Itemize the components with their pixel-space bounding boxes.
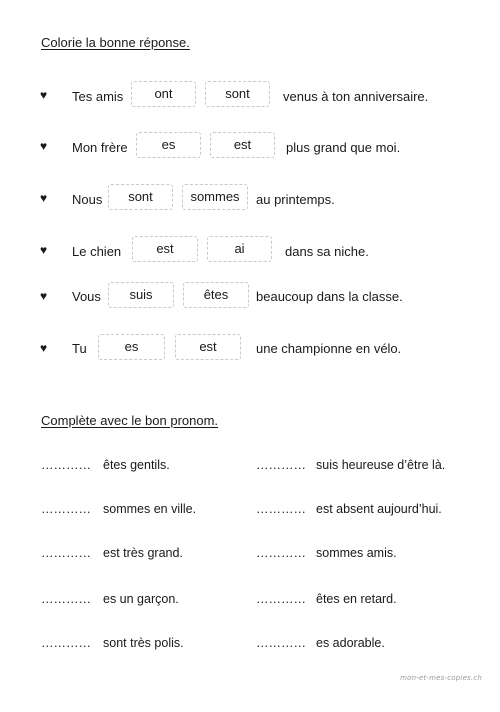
choice-option[interactable]: est — [132, 236, 198, 262]
subject: Nous — [72, 192, 103, 207]
subject: Tu — [72, 341, 87, 356]
sentence-end: venus à ton anniversaire. — [283, 89, 429, 104]
blank-input[interactable]: ………… — [41, 458, 91, 472]
choice-option[interactable]: sommes — [182, 184, 248, 210]
choice-row — [0, 334, 500, 364]
sentence-fragment: es un garçon. — [103, 592, 179, 606]
sentence-fragment: sommes amis. — [316, 546, 397, 560]
subject: Mon frère — [72, 140, 128, 155]
blank-input[interactable]: ………… — [41, 636, 91, 650]
sentence-fragment: es adorable. — [316, 636, 385, 650]
heart-icon: ♥ — [40, 191, 48, 205]
sentence-fragment: êtes gentils. — [103, 458, 170, 472]
sentence-end: au printemps. — [256, 192, 335, 207]
blank-input[interactable]: ………… — [256, 502, 306, 516]
choice-option[interactable]: sont — [205, 81, 270, 107]
choice-option[interactable]: êtes — [183, 282, 249, 308]
choice-option[interactable]: ai — [207, 236, 272, 262]
heart-icon: ♥ — [40, 88, 48, 102]
choice-option[interactable]: est — [175, 334, 241, 360]
sentence-fragment: êtes en retard. — [316, 592, 397, 606]
heart-icon: ♥ — [40, 341, 48, 355]
choice-row — [0, 282, 500, 312]
heart-icon: ♥ — [40, 289, 48, 303]
choice-option[interactable]: es — [98, 334, 165, 360]
blank-input[interactable]: ………… — [256, 592, 306, 606]
sentence-fragment: sommes en ville. — [103, 502, 197, 516]
blank-input[interactable]: ………… — [256, 458, 306, 472]
sentence-end: plus grand que moi. — [286, 140, 401, 155]
choice-option[interactable]: suis — [108, 282, 174, 308]
blank-input[interactable]: ………… — [41, 592, 91, 606]
subject: Tes amis — [72, 89, 124, 104]
sentence-fragment: est absent aujourd’hui. — [316, 502, 442, 516]
choice-row — [0, 132, 500, 162]
sentence-fragment: suis heureuse d’être là. — [316, 458, 446, 472]
subject: Vous — [72, 289, 101, 304]
sentence-end: une championne en vélo. — [256, 341, 402, 356]
heart-icon: ♥ — [40, 139, 48, 153]
heart-icon: ♥ — [40, 243, 48, 257]
section-title-color: Colorie la bonne réponse. — [41, 35, 190, 50]
sentence-end: dans sa niche. — [285, 244, 369, 259]
blank-input[interactable]: ………… — [256, 546, 306, 560]
blank-input[interactable]: ………… — [41, 546, 91, 560]
choice-option[interactable]: es — [136, 132, 201, 158]
blank-input[interactable]: ………… — [256, 636, 306, 650]
choice-option[interactable]: ont — [131, 81, 196, 107]
sentence-end: beaucoup dans la classe. — [256, 289, 403, 304]
choice-row — [0, 236, 500, 266]
subject: Le chien — [72, 244, 122, 259]
choice-row — [0, 184, 500, 214]
section-title-complete: Complète avec le bon pronom. — [41, 413, 219, 428]
sentence-fragment: est très grand. — [103, 546, 183, 560]
blank-input[interactable]: ………… — [41, 502, 91, 516]
choice-option[interactable]: est — [210, 132, 275, 158]
watermark-credit: mon-et-mes-copies.ch — [400, 674, 482, 682]
sentence-fragment: sont très polis. — [103, 636, 184, 650]
choice-option[interactable]: sont — [108, 184, 173, 210]
choice-row — [0, 81, 500, 111]
